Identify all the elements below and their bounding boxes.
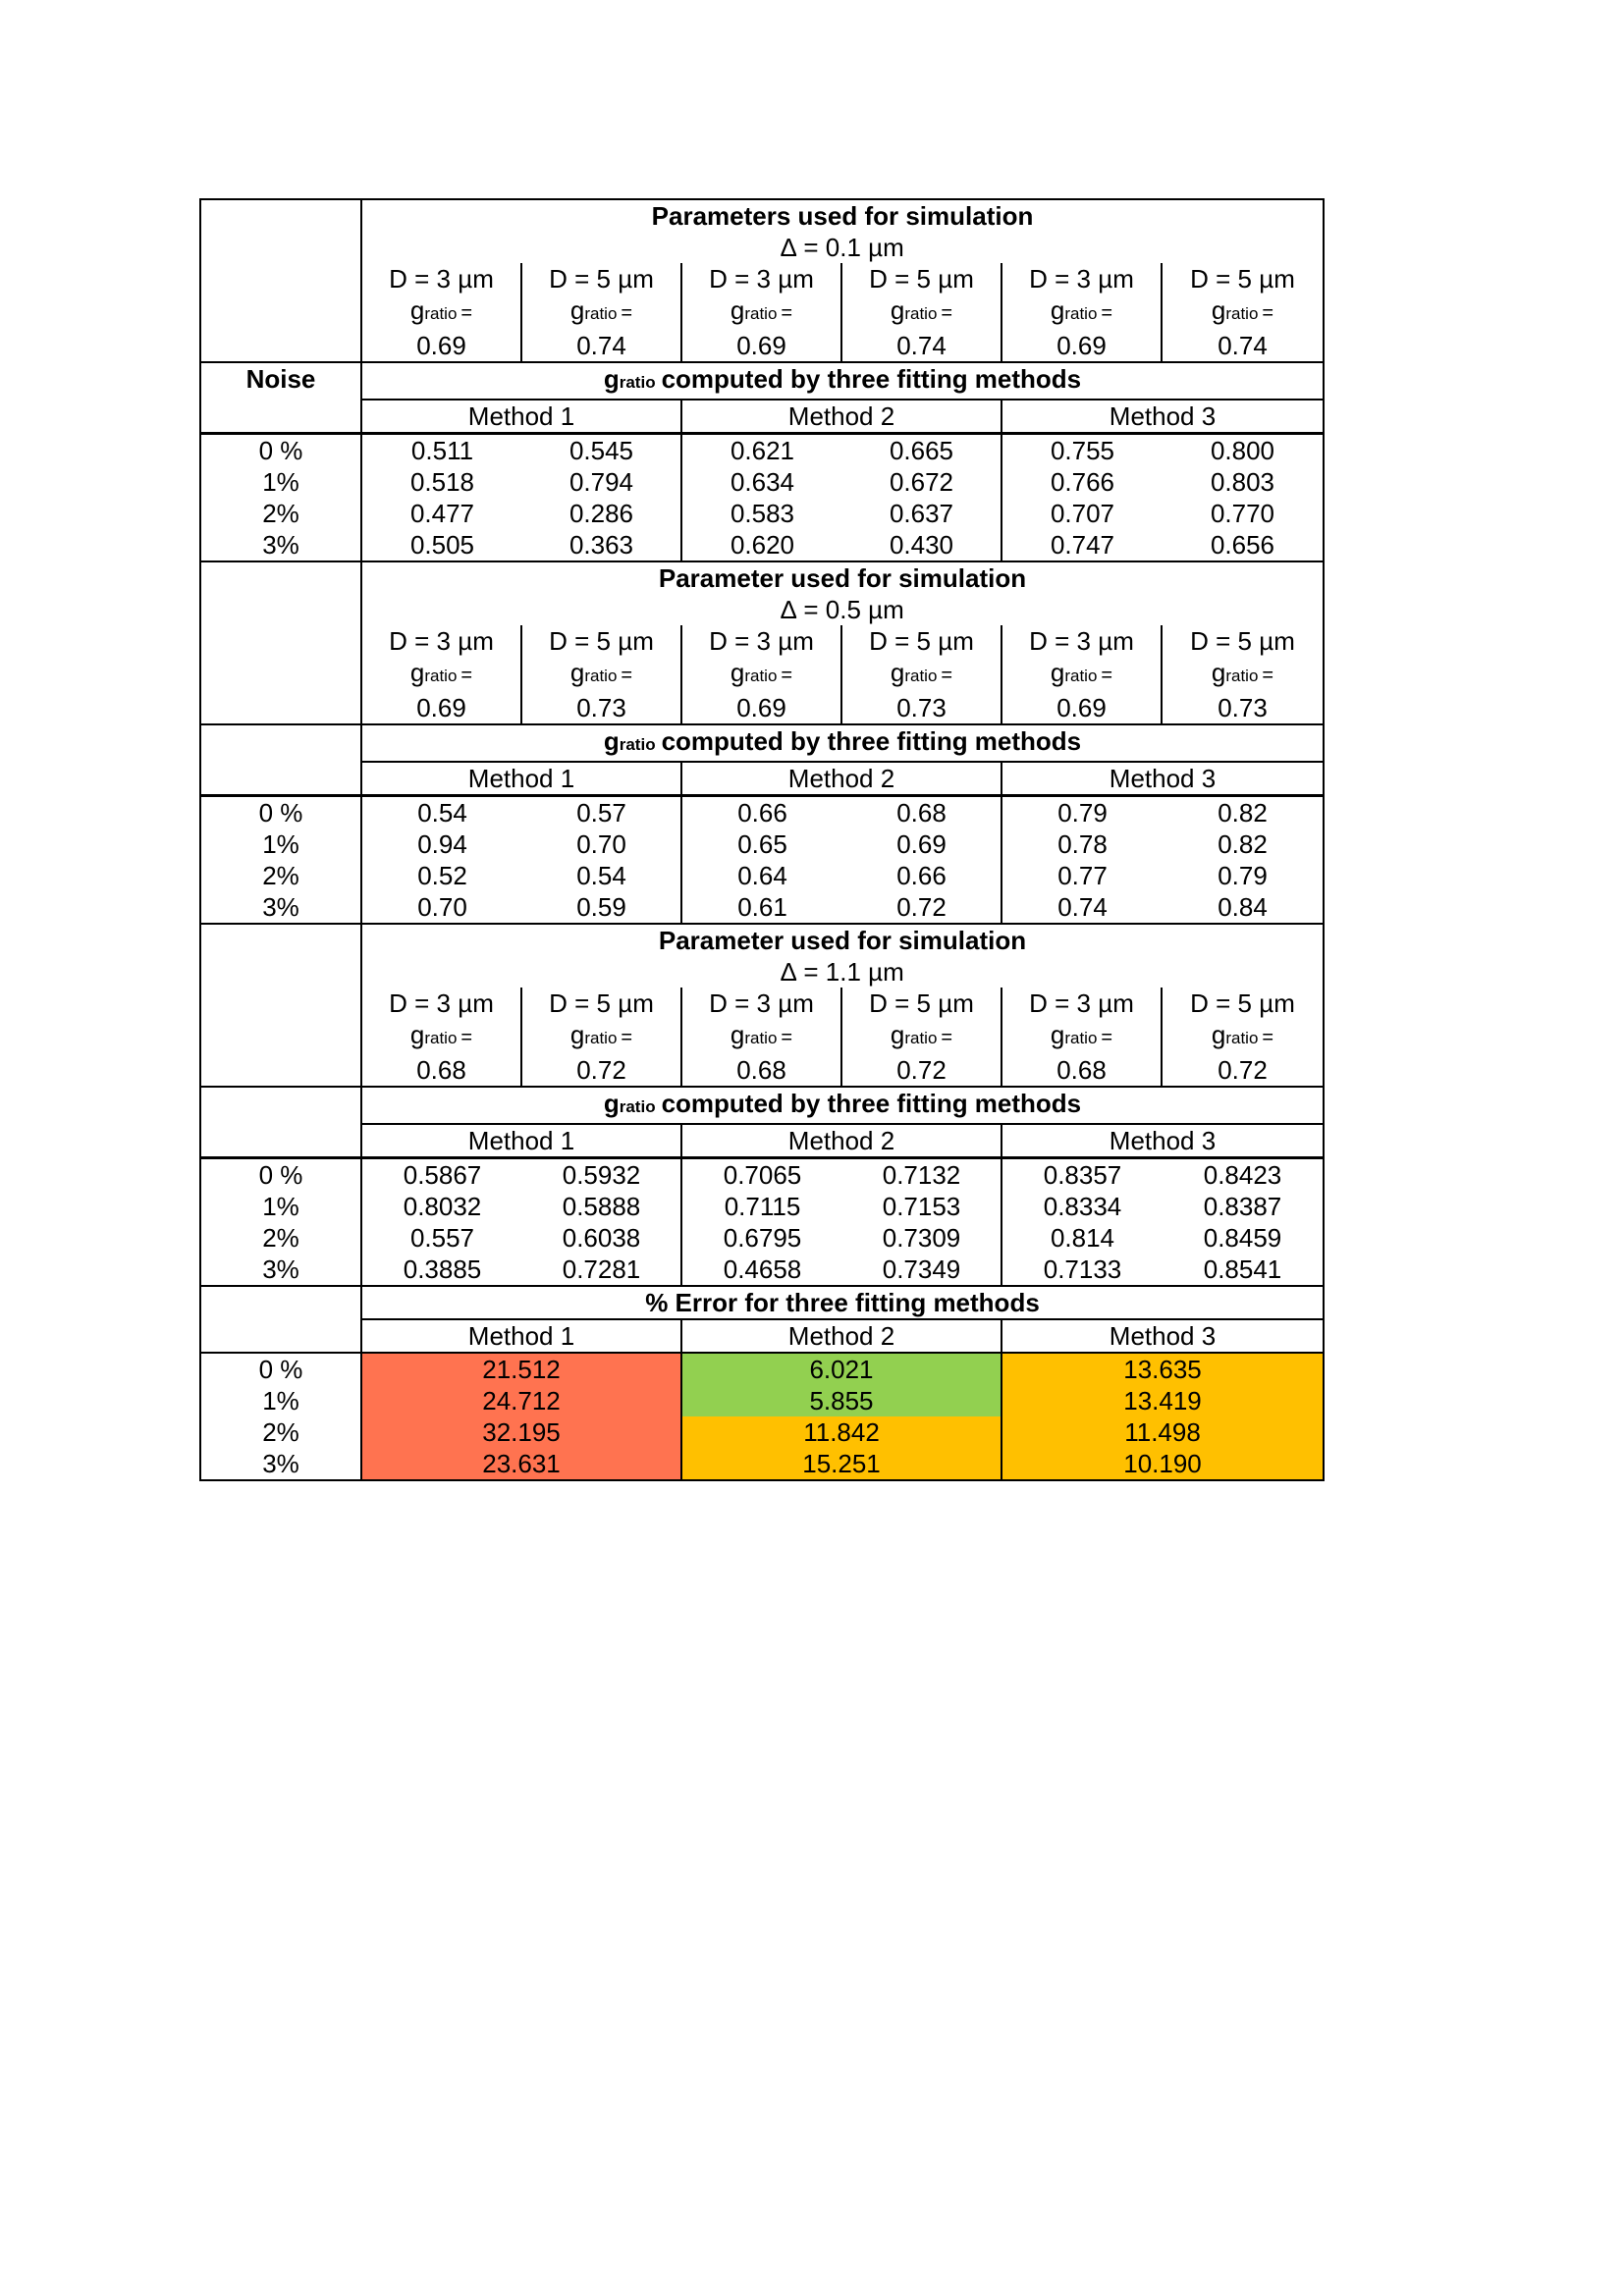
error-value: 21.512: [362, 1352, 682, 1385]
method-header: Method 2: [682, 1318, 1002, 1352]
method-header: Method 1: [362, 399, 682, 432]
gratio-label: [682, 1019, 842, 1054]
method-header: Method 3: [1002, 399, 1323, 432]
method-header: Method 1: [362, 1123, 682, 1156]
error-value: 10.190: [1002, 1448, 1323, 1479]
gratio-symbol: g: [890, 295, 905, 325]
gratio-sim-value: 0.69: [682, 692, 842, 723]
gratio-label: [522, 1019, 682, 1054]
gratio-sim-value: 0.72: [842, 1054, 1002, 1086]
noise-level: 1%: [201, 1191, 362, 1222]
gratio-computed-value: 0.803: [1210, 467, 1275, 497]
noise-level: 0 %: [201, 794, 362, 828]
gratio-symbol: g: [730, 1020, 745, 1049]
gratio-subscript: ratio: [1225, 1029, 1259, 1047]
gratio-computed-value: 0.5888: [522, 1191, 682, 1222]
diameter-label: D = 3 µm: [1002, 988, 1163, 1019]
gratio-subscript: ratio: [1064, 304, 1098, 323]
gratio-computed-value: 0.59: [522, 891, 682, 923]
gratio-computed-value: 0.430: [842, 529, 1002, 561]
gratio-computed-value: 0.52: [417, 861, 467, 890]
diameter-label: D = 5 µm: [1190, 264, 1295, 294]
gratio-computed-value: 0.7309: [842, 1222, 1002, 1254]
gratio-computed-value: 0.6795: [723, 1223, 802, 1253]
gratio-computed-value: 0.7153: [842, 1191, 1002, 1222]
gratio-computed-value: 0.794: [522, 466, 682, 498]
gratio-symbol: g: [409, 295, 425, 325]
equals-sign: =: [621, 1027, 633, 1048]
gratio-computed-value: 0.7281: [522, 1254, 682, 1285]
gratio-computed-value: 0.8387: [1203, 1192, 1282, 1221]
gratio-subscript: ratio: [1064, 1029, 1098, 1047]
gratio-label: [362, 657, 522, 692]
gratio-symbol: g: [890, 658, 905, 687]
gratio-label: [842, 294, 1002, 330]
diameter-label: D = 3 µm: [682, 263, 842, 294]
gratio-computed-value: 0.477: [409, 499, 475, 528]
gratio-symbol: g: [409, 1020, 425, 1049]
table-grid: [201, 200, 1323, 1479]
gratio-subscript: ratio: [584, 304, 618, 323]
gratio-subscript: ratio: [424, 667, 458, 685]
noise-level: 1%: [201, 1385, 362, 1416]
gratio-symbol: g: [603, 726, 620, 756]
diameter-label: D = 3 µm: [1002, 263, 1163, 294]
gratio-subscript: ratio: [584, 667, 618, 685]
method-header: Method 1: [362, 761, 682, 794]
gratio-computed-value: 0.64: [737, 861, 787, 890]
gratio-subscript: ratio: [619, 1097, 656, 1116]
gratio-symbol: g: [409, 658, 425, 687]
noise-level: 0 %: [201, 1156, 362, 1191]
error-value: 13.419: [1002, 1385, 1323, 1416]
gratio-computed-value: 0.8357: [1002, 1156, 1163, 1191]
delta-label: ∆ = 0.1 µm: [781, 233, 904, 262]
gratio-label: [682, 657, 842, 692]
gratio-computed-value: 0.57: [522, 794, 682, 828]
left-blank-cell: [201, 200, 362, 361]
computed-title-text: computed by three fitting methods: [661, 726, 1082, 756]
gratio-computed-value: 0.766: [1050, 467, 1115, 497]
gratio-sim-value: 0.72: [1218, 1055, 1268, 1085]
gratio-subscript: ratio: [619, 735, 656, 754]
gratio-computed-value: 0.620: [730, 530, 795, 560]
method-header: Method 3: [1002, 1123, 1323, 1156]
results-table: [199, 198, 1325, 1481]
gratio-sim-value: 0.69: [1002, 692, 1163, 723]
gratio-computed-value: 0.505: [409, 530, 475, 560]
computed-title: [362, 1086, 1323, 1123]
gratio-computed-value: 0.800: [1163, 432, 1323, 466]
gratio-computed-value: 0.65: [737, 829, 787, 859]
gratio-computed-value: 0.3885: [403, 1255, 482, 1284]
gratio-computed-value: 0.286: [522, 498, 682, 529]
gratio-sim-value: 0.74: [522, 330, 682, 361]
gratio-computed-value: 0.72: [842, 891, 1002, 923]
gratio-label: [522, 657, 682, 692]
gratio-computed-value: 0.511: [362, 432, 522, 466]
error-value: 23.631: [362, 1448, 682, 1479]
diameter-label: D = 5 µm: [522, 988, 682, 1019]
noise-level: 3%: [201, 1448, 362, 1479]
gratio-subscript: ratio: [744, 1029, 778, 1047]
gratio-computed-value: 0.66: [842, 860, 1002, 891]
computed-title-text: computed by three fitting methods: [661, 1089, 1082, 1118]
noise-level: 0 %: [201, 1352, 362, 1385]
gratio-symbol: g: [730, 295, 745, 325]
gratio-subscript: ratio: [1225, 304, 1259, 323]
gratio-computed-value: 0.5867: [362, 1156, 522, 1191]
gratio-subscript: ratio: [904, 667, 938, 685]
gratio-sim-value: 0.68: [1002, 1054, 1163, 1086]
gratio-computed-value: 0.84: [1218, 892, 1268, 922]
equals-sign: =: [1262, 302, 1274, 324]
param-title: Parameter used for simulation: [362, 923, 1323, 956]
gratio-computed-value: 0.770: [1210, 499, 1275, 528]
gratio-sim-value: 0.69: [1002, 330, 1163, 361]
gratio-label: [522, 294, 682, 330]
error-value: 11.842: [682, 1416, 1002, 1448]
gratio-computed-value: 0.8334: [1043, 1192, 1122, 1221]
gratio-subscript: ratio: [744, 667, 778, 685]
gratio-computed-value: 0.70: [522, 828, 682, 860]
equals-sign: =: [781, 1027, 793, 1048]
method-header: Method 3: [1002, 1318, 1323, 1352]
diameter-label: D = 5 µm: [842, 625, 1002, 657]
left-blank-cell: [201, 1285, 362, 1352]
method-header: Method 2: [682, 399, 1002, 432]
gratio-symbol: g: [1211, 1020, 1226, 1049]
gratio-computed-value: 0.747: [1050, 530, 1115, 560]
gratio-symbol: g: [603, 1089, 620, 1118]
gratio-computed-value: 0.6038: [522, 1222, 682, 1254]
gratio-computed-value: 0.634: [730, 467, 795, 497]
gratio-computed-value: 0.79: [1218, 861, 1268, 890]
gratio-computed-value: 0.8032: [403, 1192, 482, 1221]
delta-label: ∆ = 1.1 µm: [781, 957, 904, 987]
gratio-symbol: g: [730, 658, 745, 687]
gratio-subscript: ratio: [904, 1029, 938, 1047]
gratio-label: [682, 294, 842, 330]
gratio-symbol: g: [1050, 658, 1065, 687]
noise-level: 2%: [201, 1222, 362, 1254]
gratio-computed-value: 0.7349: [842, 1254, 1002, 1285]
gratio-subscript: ratio: [744, 304, 778, 323]
noise-level: 1%: [201, 828, 362, 860]
left-blank-cell: [201, 1086, 362, 1156]
diameter-label: D = 5 µm: [522, 263, 682, 294]
gratio-symbol: g: [603, 364, 620, 394]
delta-label: ∆ = 0.5 µm: [781, 595, 904, 624]
equals-sign: =: [460, 665, 473, 686]
equals-sign: =: [941, 665, 953, 686]
gratio-label: [362, 294, 522, 330]
gratio-computed-value: 0.4658: [723, 1255, 802, 1284]
gratio-sim-value: 0.69: [682, 330, 842, 361]
equals-sign: =: [941, 302, 953, 324]
error-title: % Error for three fitting methods: [362, 1285, 1323, 1318]
gratio-computed-value: 0.54: [362, 794, 522, 828]
noise-level: 3%: [201, 1254, 362, 1285]
diameter-label: D = 3 µm: [362, 263, 522, 294]
equals-sign: =: [1101, 1027, 1113, 1048]
param-title: Parameters used for simulation: [651, 201, 1034, 231]
error-value: 11.498: [1002, 1416, 1323, 1448]
diameter-label: D = 3 µm: [682, 625, 842, 657]
gratio-sim-value: 0.68: [362, 1054, 522, 1086]
gratio-sim-value: 0.73: [522, 692, 682, 723]
gratio-computed-value: 0.7133: [1043, 1255, 1122, 1284]
gratio-symbol: g: [569, 295, 585, 325]
gratio-subscript: ratio: [584, 1029, 618, 1047]
gratio-sim-value: 0.69: [362, 692, 522, 723]
error-value: 32.195: [362, 1416, 682, 1448]
gratio-symbol: g: [569, 1020, 585, 1049]
noise-level: 0 %: [201, 432, 362, 466]
gratio-computed-value: 0.70: [417, 892, 467, 922]
equals-sign: =: [460, 1027, 473, 1048]
diameter-label: D = 3 µm: [362, 988, 522, 1019]
gratio-computed-value: 0.814: [1050, 1223, 1115, 1253]
gratio-computed-value: 0.77: [1057, 861, 1108, 890]
gratio-sim-value: 0.69: [362, 330, 522, 361]
gratio-computed-value: 0.621: [682, 432, 842, 466]
diameter-label: D = 5 µm: [1190, 626, 1295, 656]
diameter-label: D = 5 µm: [522, 625, 682, 657]
gratio-computed-value: 0.54: [522, 860, 682, 891]
left-blank-cell: [201, 723, 362, 794]
diameter-label: D = 3 µm: [1002, 625, 1163, 657]
left-blank-cell: [201, 923, 362, 1086]
equals-sign: =: [621, 665, 633, 686]
method-header: Method 1: [362, 1318, 682, 1352]
gratio-label: [362, 1019, 522, 1054]
gratio-computed-value: 0.82: [1163, 794, 1323, 828]
diameter-label: D = 5 µm: [842, 988, 1002, 1019]
gratio-computed-value: 0.672: [842, 466, 1002, 498]
equals-sign: =: [781, 302, 793, 324]
gratio-label: [1002, 657, 1163, 692]
gratio-computed-value: 0.69: [842, 828, 1002, 860]
equals-sign: =: [1101, 665, 1113, 686]
error-value: 6.021: [682, 1352, 1002, 1385]
gratio-computed-value: 0.363: [522, 529, 682, 561]
error-value: 13.635: [1002, 1352, 1323, 1385]
noise-level: 3%: [201, 891, 362, 923]
noise-level: 2%: [201, 1416, 362, 1448]
diameter-label: D = 3 µm: [682, 988, 842, 1019]
gratio-computed-value: 0.61: [737, 892, 787, 922]
error-value: 15.251: [682, 1448, 1002, 1479]
gratio-label: [1163, 1019, 1323, 1054]
gratio-sim-value: 0.74: [1218, 331, 1268, 360]
gratio-computed-value: 0.707: [1050, 499, 1115, 528]
computed-title: [362, 361, 1323, 399]
gratio-computed-value: 0.557: [409, 1223, 475, 1253]
param-title: Parameter used for simulation: [362, 561, 1323, 594]
noise-level: 3%: [201, 529, 362, 561]
gratio-computed-value: 0.518: [409, 467, 475, 497]
method-header: Method 2: [682, 761, 1002, 794]
diameter-label: D = 5 µm: [842, 263, 1002, 294]
computed-title: [362, 723, 1323, 761]
gratio-computed-value: 0.8459: [1203, 1223, 1282, 1253]
gratio-computed-value: 0.656: [1210, 530, 1275, 560]
gratio-computed-value: 0.66: [682, 794, 842, 828]
gratio-label: [1163, 294, 1323, 330]
method-header: Method 3: [1002, 761, 1323, 794]
gratio-computed-value: 0.583: [730, 499, 795, 528]
gratio-symbol: g: [1211, 658, 1226, 687]
gratio-computed-value: 0.82: [1218, 829, 1268, 859]
gratio-computed-value: 0.637: [842, 498, 1002, 529]
equals-sign: =: [1262, 1027, 1274, 1048]
gratio-sim-value: 0.68: [682, 1054, 842, 1086]
gratio-computed-value: 0.78: [1057, 829, 1108, 859]
gratio-symbol: g: [890, 1020, 905, 1049]
gratio-computed-value: 0.665: [842, 432, 1002, 466]
gratio-label: [842, 657, 1002, 692]
gratio-subscript: ratio: [424, 1029, 458, 1047]
equals-sign: =: [1101, 302, 1113, 324]
gratio-sim-value: 0.73: [842, 692, 1002, 723]
diameter-label: D = 5 µm: [1190, 988, 1295, 1018]
gratio-symbol: g: [1050, 295, 1065, 325]
gratio-subscript: ratio: [904, 304, 938, 323]
gratio-computed-value: 0.5932: [522, 1156, 682, 1191]
method-header: Method 2: [682, 1123, 1002, 1156]
gratio-label: [1163, 657, 1323, 692]
noise-level: 2%: [201, 498, 362, 529]
error-value: 24.712: [362, 1385, 682, 1416]
gratio-subscript: ratio: [1064, 667, 1098, 685]
gratio-sim-value: 0.73: [1218, 693, 1268, 722]
gratio-sim-value: 0.74: [842, 330, 1002, 361]
gratio-subscript: ratio: [424, 304, 458, 323]
equals-sign: =: [1262, 665, 1274, 686]
noise-level: 1%: [201, 466, 362, 498]
gratio-symbol: g: [1211, 295, 1226, 325]
gratio-label: [1002, 1019, 1163, 1054]
gratio-label: [1002, 294, 1163, 330]
equals-sign: =: [621, 302, 633, 324]
noise-header: Noise: [201, 361, 362, 432]
gratio-label: [842, 1019, 1002, 1054]
equals-sign: =: [781, 665, 793, 686]
gratio-computed-value: 0.94: [417, 829, 467, 859]
gratio-computed-value: 0.7115: [724, 1192, 801, 1221]
gratio-computed-value: 0.79: [1002, 794, 1163, 828]
gratio-computed-value: 0.755: [1002, 432, 1163, 466]
noise-level: 2%: [201, 860, 362, 891]
equals-sign: =: [460, 302, 473, 324]
diameter-label: D = 3 µm: [362, 625, 522, 657]
gratio-symbol: g: [1050, 1020, 1065, 1049]
gratio-sim-value: 0.72: [522, 1054, 682, 1086]
left-blank-cell: [201, 561, 362, 723]
gratio-computed-value: 0.8423: [1163, 1156, 1323, 1191]
gratio-subscript: ratio: [619, 373, 656, 392]
gratio-symbol: g: [569, 658, 585, 687]
computed-title-text: computed by three fitting methods: [661, 364, 1082, 394]
gratio-computed-value: 0.74: [1057, 892, 1108, 922]
equals-sign: =: [941, 1027, 953, 1048]
gratio-computed-value: 0.8541: [1203, 1255, 1282, 1284]
error-value: 5.855: [682, 1385, 1002, 1416]
gratio-computed-value: 0.68: [842, 794, 1002, 828]
gratio-computed-value: 0.545: [522, 432, 682, 466]
gratio-computed-value: 0.7132: [842, 1156, 1002, 1191]
gratio-computed-value: 0.7065: [682, 1156, 842, 1191]
gratio-subscript: ratio: [1225, 667, 1259, 685]
